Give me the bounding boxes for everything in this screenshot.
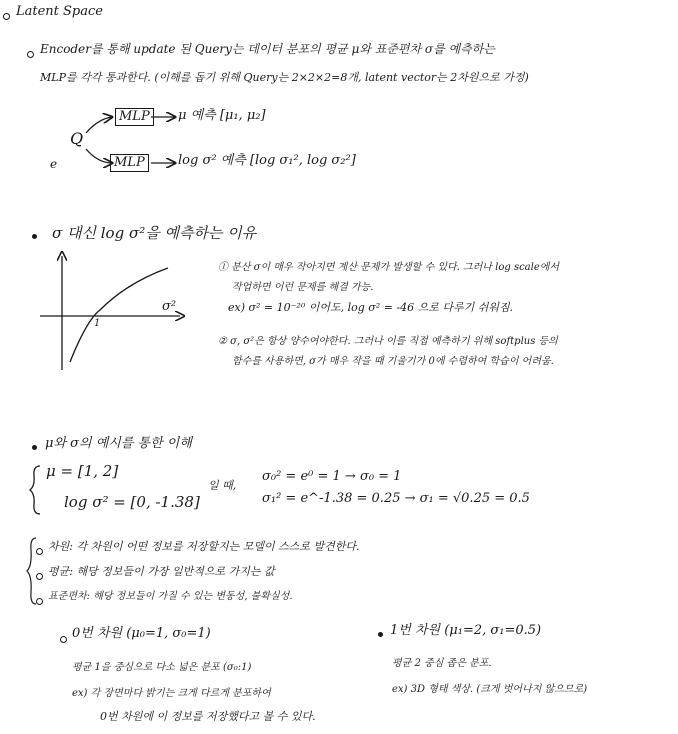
example-when: 일 때, (208, 479, 237, 492)
dim0-line-2: ex) 각 장면마다 밝기는 크게 다르게 분포하여 (72, 688, 271, 699)
arrow-to-mlp1 (86, 117, 112, 133)
note-dimension: 차원: 각 차원이 어떤 정보를 저장할지는 모델이 스스로 발견한다. (48, 540, 360, 553)
graph-tick-1: 1 (94, 318, 101, 329)
note-mean-bullet (36, 573, 43, 580)
note-std-bullet (36, 598, 43, 605)
dim1-heading: 1번 차원 (μ₁=2, σ₁=0.5) (390, 623, 542, 638)
graph-x-label: σ² (162, 299, 177, 314)
intro-line-2: MLP를 각각 통과한다. (이해를 돕기 위해 Query는 2×2×2=8개, latent vector는 2차원으로 가정) (40, 71, 529, 84)
log-curve-graph (40, 252, 200, 382)
mu-vector: μ = [1, 2] (46, 462, 119, 480)
arrow-to-mlp2 (86, 149, 112, 163)
notes-brace (26, 536, 38, 606)
why-point-1-line-2: 작업하면 이런 문제를 해결 가능. (232, 282, 374, 293)
sigma1-calc: σ₁² = e^-1.38 = 0.25 → σ₁ = √0.25 = 0.5 (262, 491, 530, 506)
dim0-line-1: 평균 1을 중심으로 다소 넓은 분포 (σ₀:1) (72, 662, 252, 673)
dim0-bullet (60, 636, 67, 643)
note-mean: 평균: 해당 정보들이 가장 일반적으로 가지는 값 (48, 565, 275, 578)
sigma0-calc: σ₀² = e⁰ = 1 → σ₀ = 1 (262, 469, 402, 484)
example-heading: μ와 σ의 예시를 통한 이해 (45, 436, 192, 451)
why-point-1-line-1: ① 분산 σ이 매우 작아지면 계산 문제가 발생할 수 있다. 그러나 log scale에서 (218, 262, 560, 273)
why-bullet (32, 234, 37, 239)
mlp-box-logvar: MLP (110, 154, 149, 172)
why-point-2-line-1: ② σ, σ²은 항상 양수여야한다. 그러나 이를 직접 예측하기 위해 softplus 등의 (218, 336, 558, 347)
note-std: 표준편차: 해당 정보들이 가질 수 있는 변동성, 불확실성. (48, 591, 293, 602)
example-bullet (32, 445, 37, 450)
dim0-heading: 0번 차원 (μ₀=1, σ₀=1) (72, 626, 211, 641)
dim1-bullet (378, 632, 383, 637)
dim0-line-3: 0번 차원에 이 정보를 저장했다고 볼 수 있다. (100, 710, 316, 723)
dim1-line-2: ex) 3D 형태 색상. (크게 벗어나지 않으므로) (392, 684, 588, 695)
why-heading: σ 대신 log σ²을 예측하는 이유 (52, 224, 257, 242)
intro-bullet (27, 51, 34, 58)
why-point-1-example: ex) σ² = 10⁻²⁰ 이어도, log σ² = -46 으로 다루기 쉬워짐. (228, 301, 514, 314)
e-label: e (50, 157, 58, 171)
why-point-2-line-2: 함수를 사용하면, σ가 매우 작을 때 기울기가 0에 수렴하여 학습이 어려움. (232, 356, 554, 367)
mlp-box-mean: MLP (115, 108, 154, 126)
title-bullet (3, 13, 10, 20)
dim1-line-1: 평균 2 중심 좁은 분포. (392, 658, 492, 669)
log-curve (70, 268, 168, 362)
logvar-output: log σ² 예측 [log σ₁², log σ₂²] (178, 153, 356, 168)
mean-output: μ 예측 [μ₁, μ₂] (178, 108, 266, 123)
logvar-vector: log σ² = [0, -1.38] (64, 493, 200, 511)
intro-line-1: Encoder를 통해 update 된 Query는 데이터 분포의 평균 μ와 표준편차 σ를 예측하는 (40, 42, 495, 56)
query-label: Q (70, 129, 84, 148)
example-brace (28, 464, 42, 516)
page-title: Latent Space (16, 4, 103, 19)
note-dim-bullet (36, 548, 43, 555)
